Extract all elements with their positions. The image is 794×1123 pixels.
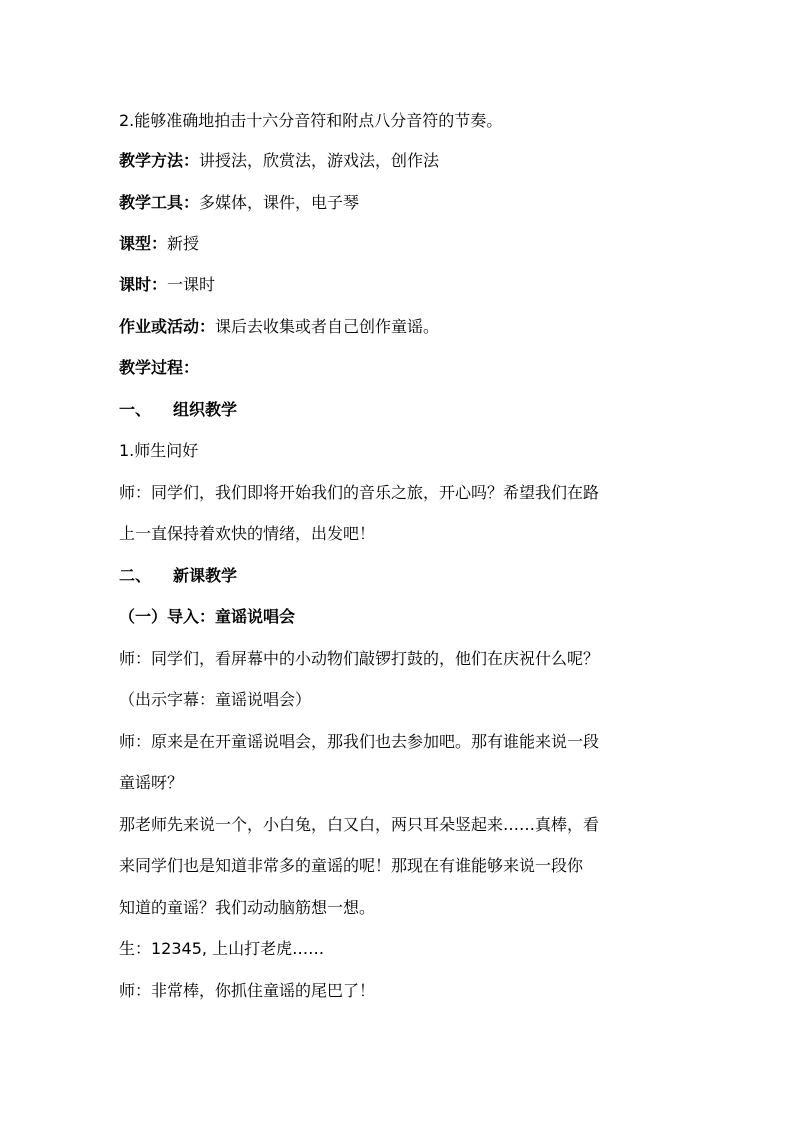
section-2-title: 新课教学: [173, 566, 238, 585]
section-2-heading: [119, 566, 699, 586]
section-1-number: 一、: [119, 400, 152, 419]
paragraph-teacher-2: 师：同学们，看屏幕中的小动物们敲锣打鼓的，他们在庆祝什么呢？: [119, 649, 600, 668]
paragraph-greeting: 1.师生问好: [119, 441, 199, 460]
teaching-methods-value: 讲授法，欣赏法，游戏法，创作法: [199, 151, 440, 170]
homework-value: 课后去收集或者自己创作童谣。: [215, 317, 440, 336]
teaching-tools: [119, 193, 699, 213]
section-1-heading: [119, 400, 699, 420]
paragraph-teacher-5: 师：非常棒，你抓住童谣的尾巴了！: [119, 981, 376, 1000]
teaching-tools-value: 多媒体，课件，电子琴: [199, 193, 360, 212]
lesson-hours: [119, 275, 699, 295]
homework: [119, 317, 699, 337]
paragraph-teacher-1a: 师：同学们，我们即将开始我们的音乐之旅，开心吗？希望我们在路: [119, 483, 600, 502]
homework-label: 作业或活动：: [119, 317, 216, 336]
lesson-hours-label: 课时：: [119, 275, 168, 294]
section-2-number: 二、: [119, 566, 152, 585]
teaching-methods-label: 教学方法：: [119, 151, 200, 170]
lesson-type: [119, 234, 699, 254]
lesson-type-label: 课型：: [119, 234, 168, 253]
paragraph-teacher-4b: 来同学们也是知道非常多的童谣的呢！那现在有谁能够来说一段你: [119, 856, 584, 875]
paragraph-teacher-4a: 那老师先来说一个，小白兔，白又白，两只耳朵竖起来……真棒，看: [119, 815, 600, 834]
teaching-process-heading: 教学过程：: [119, 358, 200, 377]
paragraph-teacher-3a: 师：原来是在开童谣说唱会，那我们也去参加吧。那有谁能来说一段: [119, 732, 600, 751]
teaching-methods: [119, 151, 699, 171]
paragraph-teacher-3b: 童谣呀？: [119, 773, 184, 792]
lesson-type-value: 新授: [167, 234, 200, 253]
section-1-title: 组织教学: [173, 400, 238, 419]
teaching-tools-label: 教学工具：: [119, 193, 200, 212]
paragraph-teacher-1b: 上一直保持着欢快的情绪，出发吧！: [119, 524, 376, 543]
objective-2: 2.能够准确地拍击十六分音符和附点八分音符的节奏。: [119, 111, 503, 130]
subsection-1-heading: （一）导入：童谣说唱会: [119, 607, 296, 626]
lesson-hours-value: 一课时: [167, 275, 216, 294]
paragraph-caption: （出示字幕：童谣说唱会）: [119, 690, 312, 709]
paragraph-student: 生：12345, 上山打老虎……: [119, 939, 325, 958]
paragraph-teacher-4c: 知道的童谣？我们动动脑筋想一想。: [119, 898, 376, 917]
